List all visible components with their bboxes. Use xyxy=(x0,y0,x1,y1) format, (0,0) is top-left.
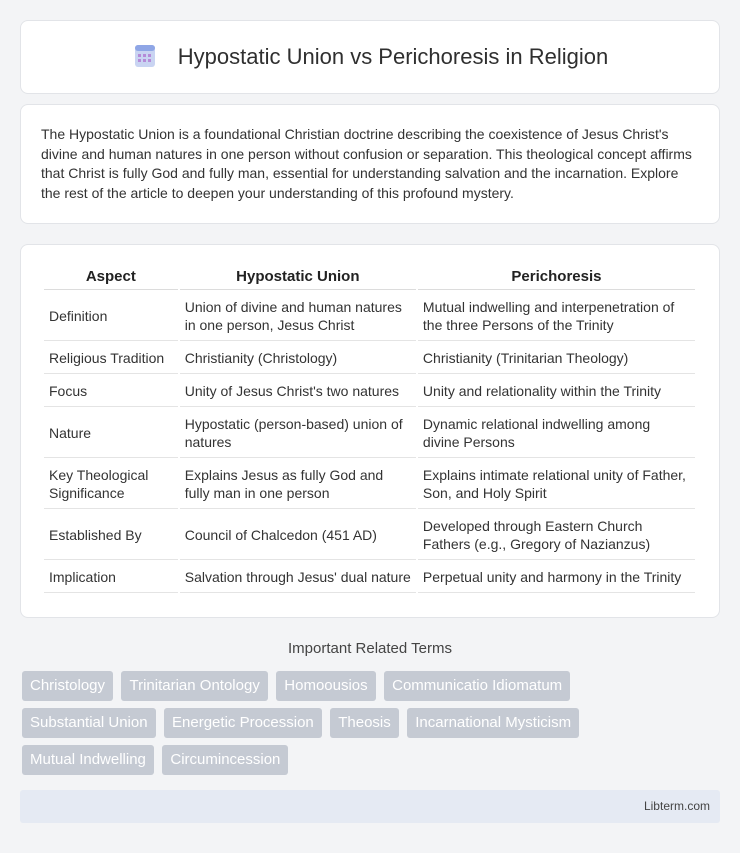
hypostatic-union-cell: Salvation through Jesus' dual nature xyxy=(180,562,416,593)
perichoresis-cell: Unity and relationality within the Trinity xyxy=(418,376,695,407)
perichoresis-cell: Developed through Eastern Church Fathers (e.g., Gregory of Nazianzus) xyxy=(418,511,695,560)
table-header-row xyxy=(44,263,695,290)
related-term-tag[interactable]: Circumincession xyxy=(162,745,288,775)
related-term-tag[interactable]: Trinitarian Ontology xyxy=(121,671,267,701)
related-term-tag[interactable]: Substantial Union xyxy=(22,708,156,738)
table-row xyxy=(44,292,695,341)
related-term-tag[interactable]: Homoousios xyxy=(276,671,375,701)
perichoresis-cell: Dynamic relational indwelling among divine Persons xyxy=(418,409,695,458)
perichoresis-cell: Perpetual unity and harmony in the Trinity xyxy=(418,562,695,593)
intro-text: The Hypostatic Union is a foundational Christian doctrine describing the coexistence of Jesus Christ's divine and human natures in one person without confusion or separation. This theological concept affirms that Christ is fully God and fully man, essential for understanding salvation and the incarnation. Explore the rest of the article to deepen your understanding of this profound mystery. xyxy=(41,126,692,201)
footer-brand-link[interactable]: Libterm.com xyxy=(643,799,710,813)
perichoresis-cell: Explains intimate relational unity of Father, Son, and Holy Spirit xyxy=(418,460,695,509)
related-term-tag[interactable]: Christology xyxy=(22,671,113,701)
related-term-tag[interactable]: Theosis xyxy=(330,708,399,738)
aspect-cell: Religious Tradition xyxy=(44,343,178,374)
aspect-cell: Definition xyxy=(44,292,178,341)
table-row xyxy=(44,562,695,593)
related-terms-title: Important Related Terms xyxy=(288,640,452,657)
table-row xyxy=(44,511,695,560)
related-term-tag[interactable]: Mutual Indwelling xyxy=(22,745,154,775)
related-terms-list xyxy=(22,671,722,782)
title-card xyxy=(20,20,720,94)
aspect-cell: Nature xyxy=(44,409,178,458)
comparison-table xyxy=(42,261,697,595)
related-term-tag[interactable]: Communicatio Idiomatum xyxy=(384,671,570,701)
comparison-table-card xyxy=(20,244,720,618)
header-hypostatic-union: Hypostatic Union xyxy=(180,263,416,290)
hypostatic-union-cell: Christianity (Christology) xyxy=(180,343,416,374)
perichoresis-cell: Christianity (Trinitarian Theology) xyxy=(418,343,695,374)
perichoresis-cell: Mutual indwelling and interpenetration of the three Persons of the Trinity xyxy=(418,292,695,341)
table-row xyxy=(44,409,695,458)
intro-card xyxy=(20,104,720,224)
footer xyxy=(20,790,720,823)
table-row xyxy=(44,376,695,407)
aspect-cell: Established By xyxy=(44,511,178,560)
related-term-tag[interactable]: Incarnational Mysticism xyxy=(407,708,579,738)
page-title: Hypostatic Union vs Perichoresis in Religion xyxy=(177,44,609,69)
hypostatic-union-cell: Hypostatic (person-based) union of natures xyxy=(180,409,416,458)
hypostatic-union-cell: Explains Jesus as fully God and fully man in one person xyxy=(180,460,416,509)
table-row xyxy=(44,460,695,509)
aspect-cell: Focus xyxy=(44,376,178,407)
hypostatic-union-cell: Unity of Jesus Christ's two natures xyxy=(180,376,416,407)
aspect-cell: Implication xyxy=(44,562,178,593)
header-aspect: Aspect xyxy=(44,263,178,290)
header-perichoresis: Perichoresis xyxy=(418,263,695,290)
document-icon xyxy=(132,43,158,69)
hypostatic-union-cell: Union of divine and human natures in one person, Jesus Christ xyxy=(180,292,416,341)
aspect-cell: Key Theological Significance xyxy=(44,460,178,509)
hypostatic-union-cell: Council of Chalcedon (451 AD) xyxy=(180,511,416,560)
related-term-tag[interactable]: Energetic Procession xyxy=(164,708,322,738)
table-row xyxy=(44,343,695,374)
